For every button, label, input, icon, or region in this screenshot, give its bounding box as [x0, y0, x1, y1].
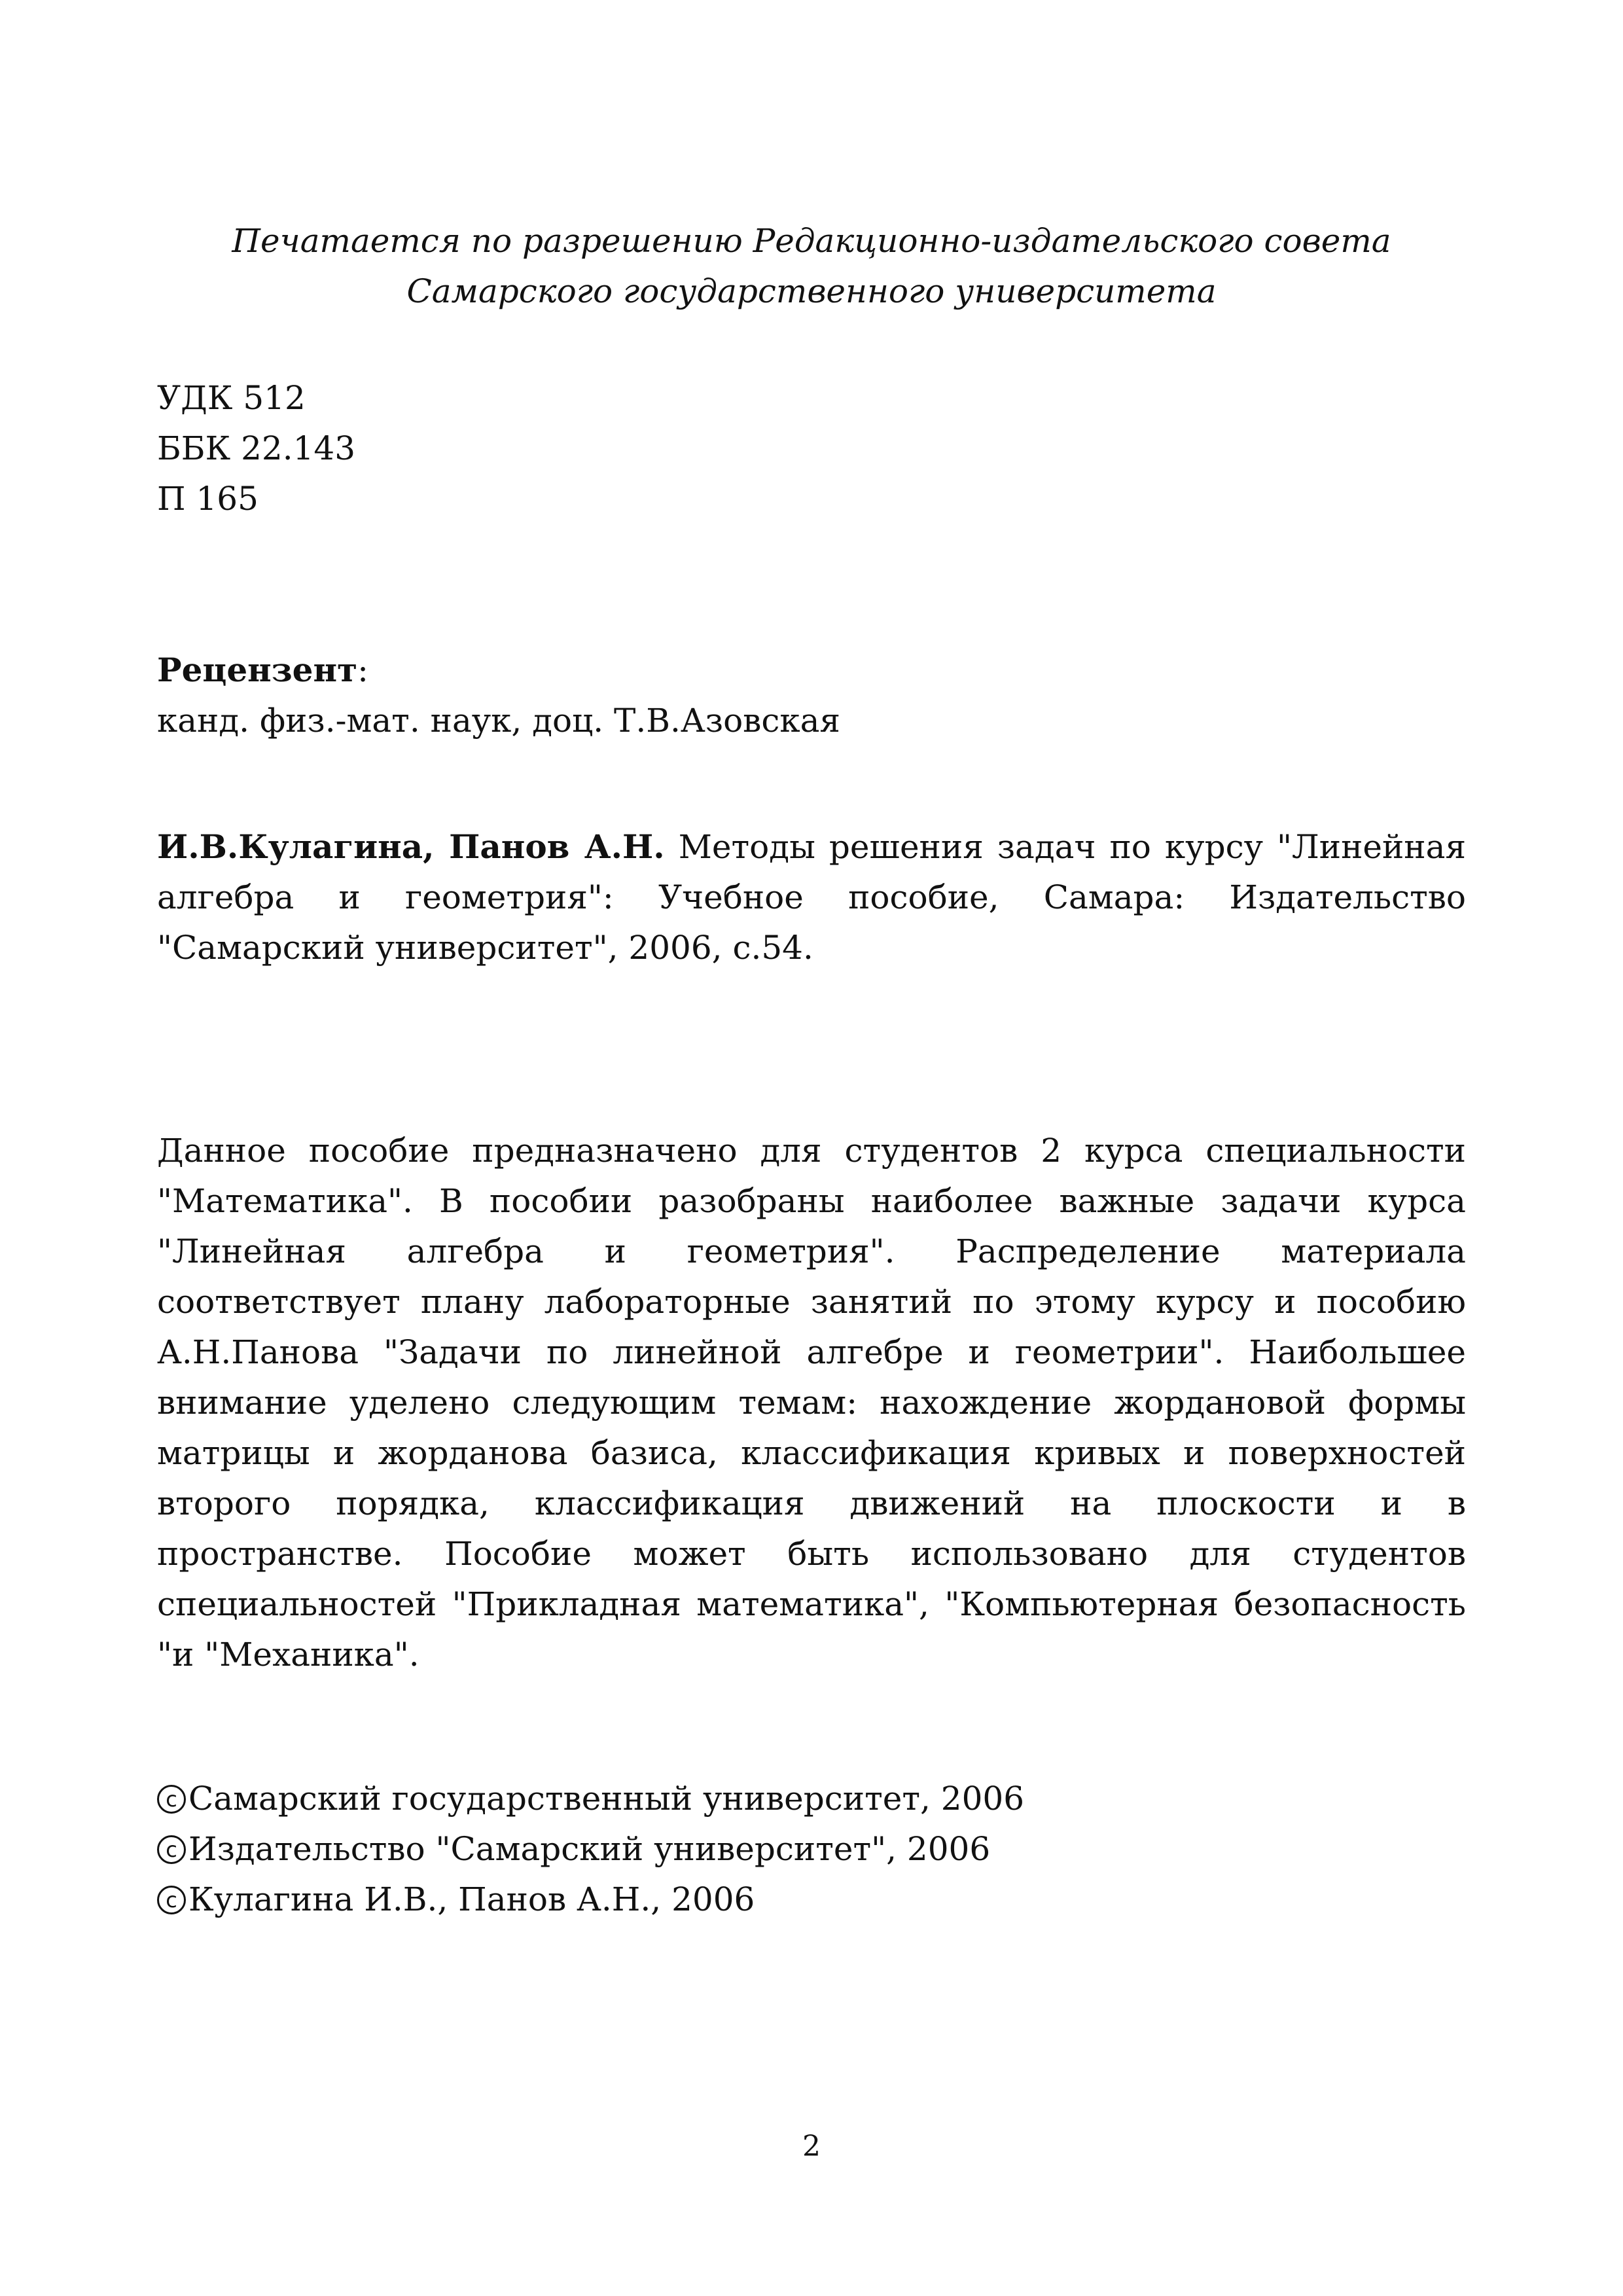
udk-code: УДК 512 — [157, 379, 306, 417]
copyright-icon: c — [157, 1835, 186, 1864]
copyright-line — [157, 1774, 1024, 1824]
permission-line-1: Печатается по разрешению Редакционно-издательского совета — [232, 222, 1391, 260]
copyright-text: Самарский государственный университет, 2006 — [188, 1780, 1025, 1818]
publication-permission — [157, 216, 1466, 317]
reviewer-colon: : — [357, 651, 368, 689]
bbk-code: ББК 22.143 — [157, 429, 356, 467]
copyright-line — [157, 1874, 1024, 1925]
copyright-icon: c — [157, 1785, 186, 1814]
citation-authors: И.В.Кулагина, Панов А.Н. — [157, 827, 665, 866]
reviewer-label: Рецензент — [157, 651, 358, 689]
reviewer-name: канд. физ.-мат. наук, доц. Т.В.Азовская — [157, 702, 840, 740]
abstract-paragraph: Данное пособие предназначено для студентов 2 курса специальности "Математика". В пособии разобраны наиболее важные задачи курса "Линейная алгебра и геометрия". Распределение материала соответствует плану лабораторные занятий по этому курсу и пособию А.Н.Панова "Задачи по линейной алгебре и геометрии". Наибольшее внимание уделено следующим темам: нахождение жордановой формы матрицы и жорданова базиса, классификация кривых и поверхностей второго порядка, классификация движений на плоскости и в пространстве. Пособие может быть использовано для студентов специальностей "Прикладная математика", "Компьютерная безопасность "и "Механика". — [157, 1132, 1466, 1674]
reviewer-heading — [157, 645, 840, 696]
reviewer-block — [157, 645, 840, 746]
copyright-icon: c — [157, 1886, 186, 1914]
classification-codes — [157, 373, 355, 524]
copyright-text: Издательство "Самарский университет", 2006 — [188, 1830, 991, 1868]
copyright-text: Кулагина И.В., Панов А.Н., 2006 — [188, 1880, 755, 1918]
bibliographic-citation — [157, 821, 1466, 973]
citation-text: Методы решения задач по курсу "Линейная алгебра и геометрия": Учебное пособие, Самара: Издательство "Самарский университет", 2006, с.54. — [157, 828, 1466, 967]
page-number: 2 — [802, 2130, 821, 2163]
permission-line-2: Самарского государственного университета — [406, 272, 1217, 310]
copyright-line — [157, 1824, 1024, 1874]
author-mark: П 165 — [157, 480, 259, 518]
copyright-block — [157, 1774, 1024, 1925]
